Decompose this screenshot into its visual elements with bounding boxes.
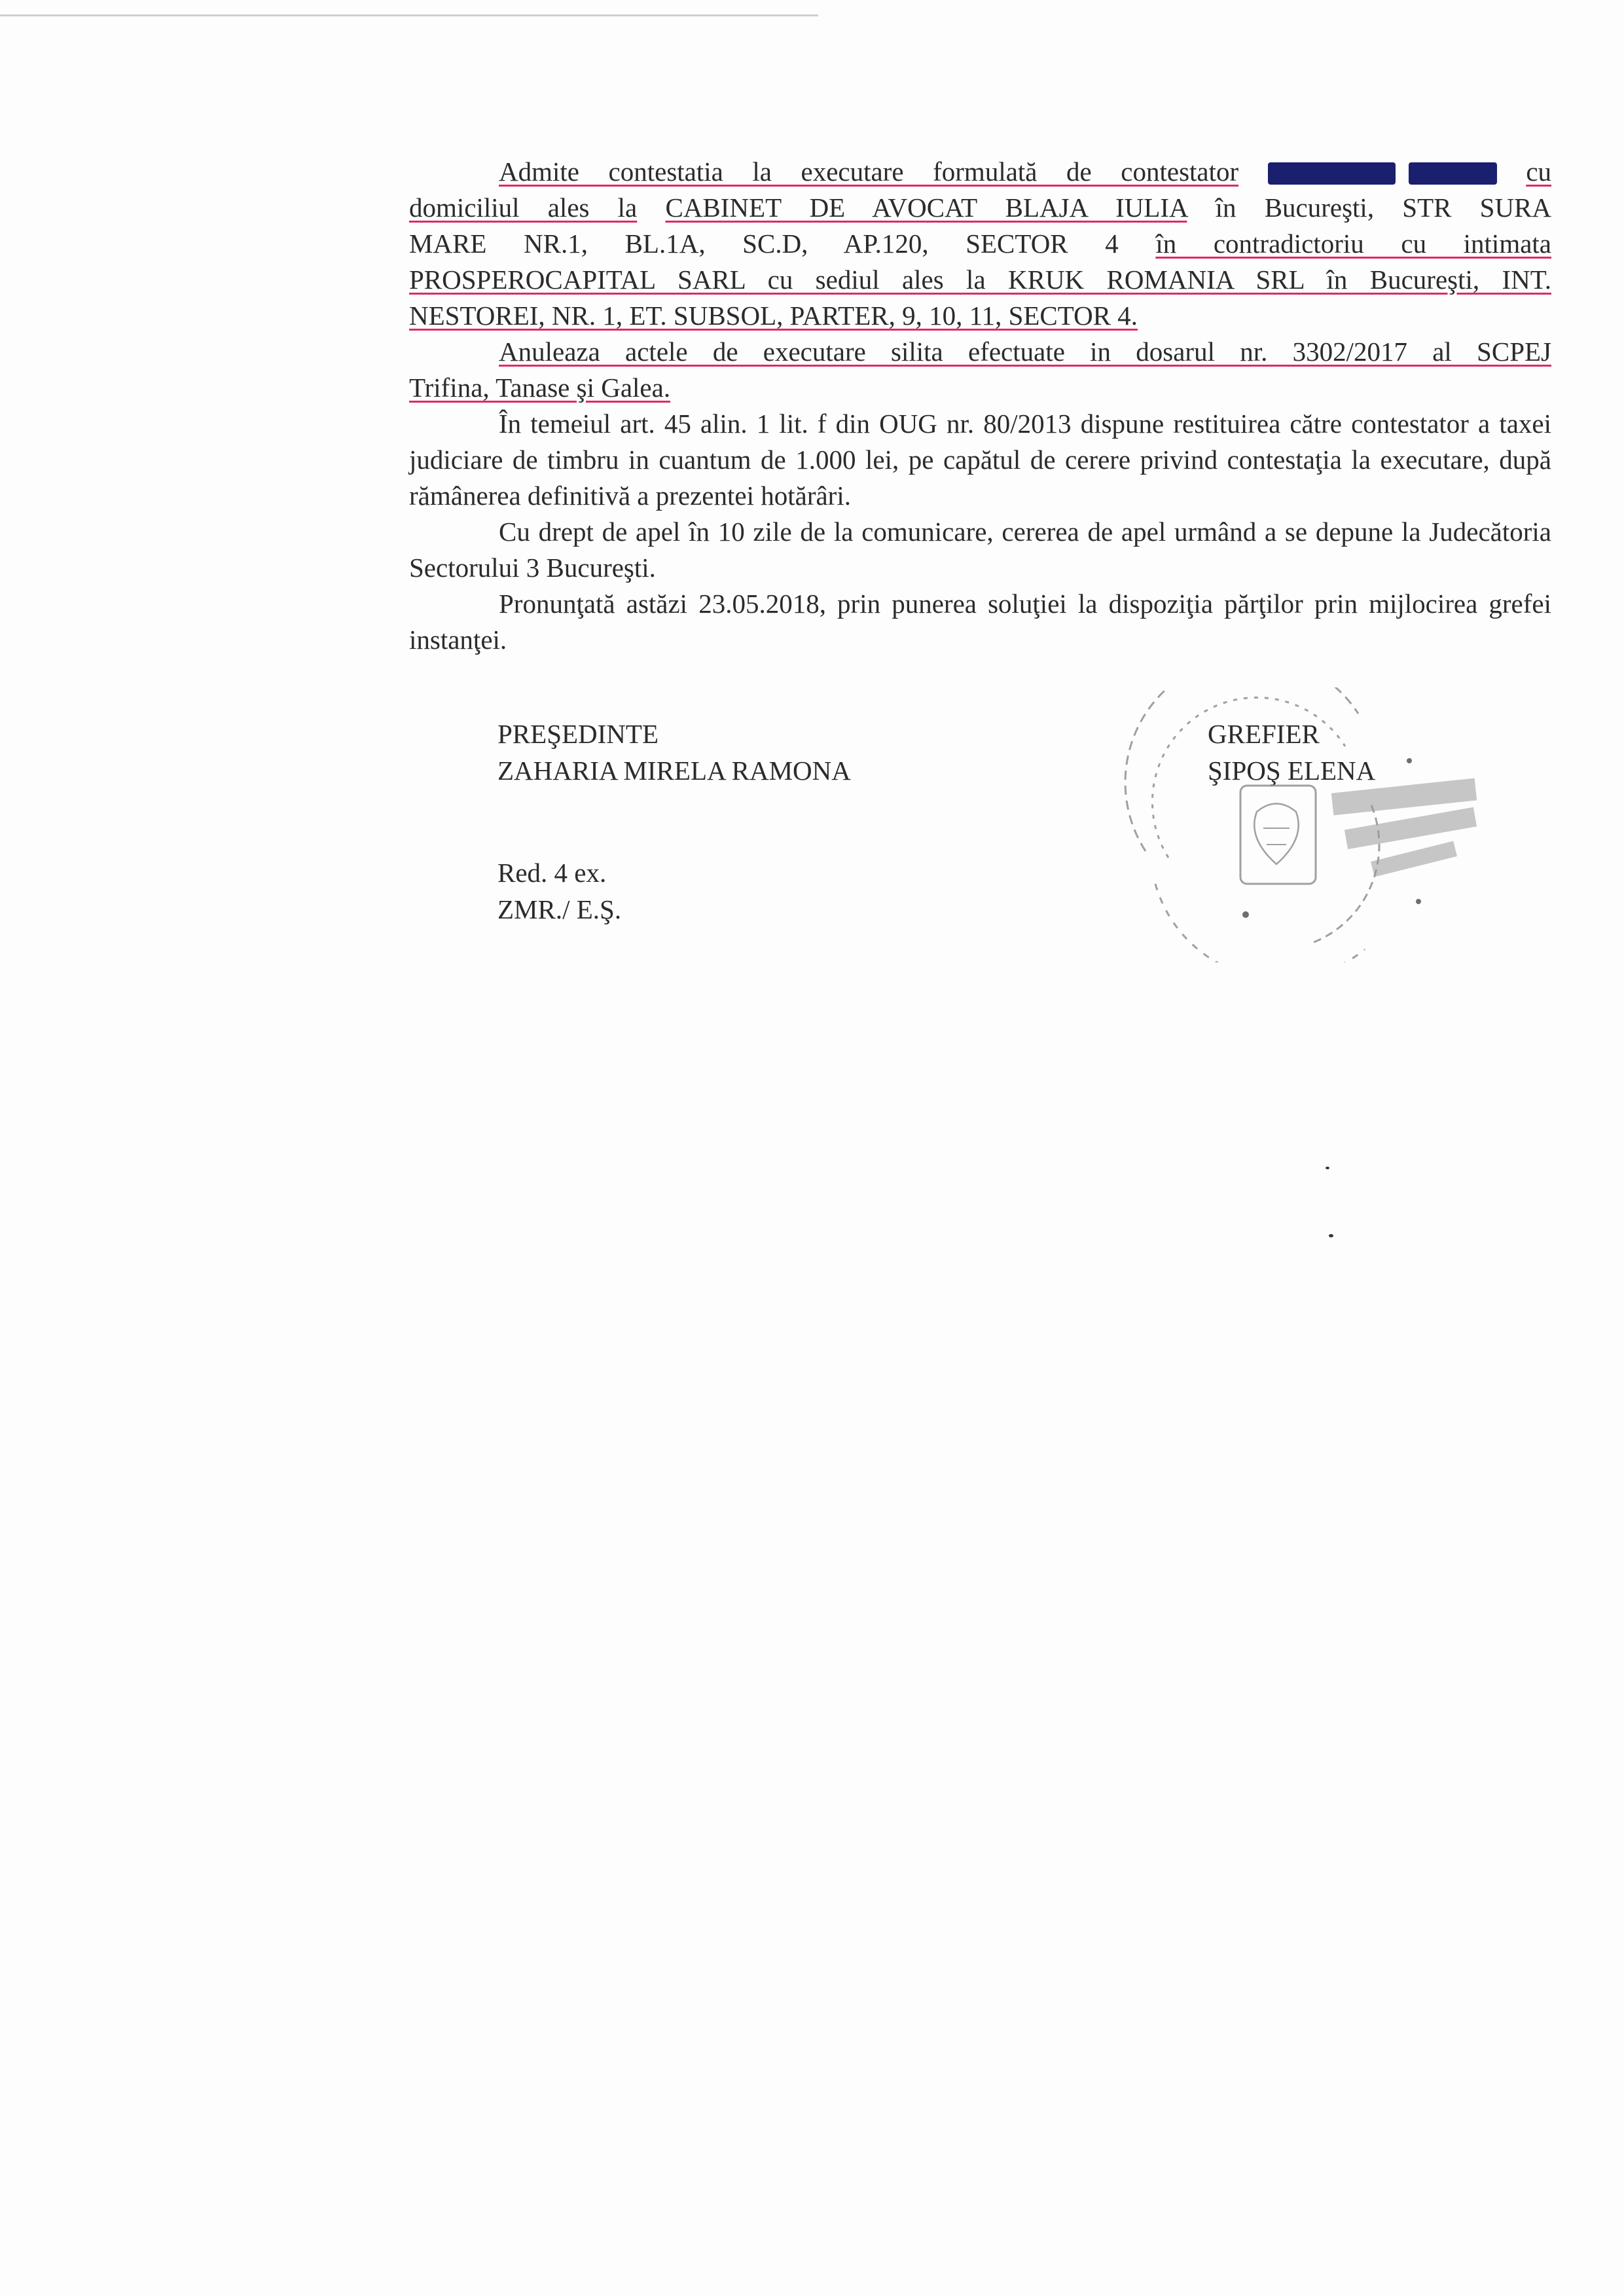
p1-line-2 — [409, 190, 1551, 226]
p1-line-5 — [409, 298, 1551, 334]
clerk-title: GREFIER — [1208, 719, 1320, 749]
p1-text-cabinet: CABINET DE AVOCAT BLAJA IULIA — [665, 192, 1187, 223]
paragraph-temeiul: În temeiul art. 45 alin. 1 lit. f din OUG nr. 80/2013 dispune restituirea către contestator a taxei judiciare de timbru in cuantum de 1.000 lei, pe capătul de cerere privind contestaţia la executare, după rămânerea definitivă a prezentei hotărâri. — [409, 409, 1551, 511]
paragraph-admite — [409, 154, 1551, 334]
scan-top-edge — [0, 14, 818, 16]
president-title: PREŞEDINTE — [497, 719, 659, 749]
copies-note: Red. 4 ex. — [497, 858, 607, 888]
redaction-block-2 — [1409, 162, 1497, 185]
scan-speck-1 — [1326, 1167, 1329, 1169]
ruling-body — [409, 154, 1551, 658]
paragraph-apel: Cu drept de apel în 10 zile de la comunicare, cererea de apel urmând a se depune la Judecătoria Sectorului 3 Bucureşti. — [409, 517, 1551, 583]
p1-text-intimata: PROSPEROCAPITAL SARL cu sediul ales la KRUK ROMANIA SRL în Bucureşti, INT. — [409, 264, 1551, 295]
president-signature — [497, 716, 851, 789]
paragraph-anuleaza — [409, 334, 1551, 406]
initials-note: ZMR./ E.Ş. — [497, 894, 622, 924]
p2-line-1 — [409, 334, 1551, 370]
p1-text-cu: cu — [1526, 156, 1552, 187]
paragraph-pronuntata: Pronunţată astăzi 23.05.2018, prin punerea soluţiei la dispoziţia părţilor prin mijlocirea grefei instanţei. — [409, 589, 1551, 655]
p1-text-address: MARE NR.1, BL.1A, SC.D, AP.120, SECTOR 4 — [409, 228, 1119, 259]
p1-text-bucuresti: în Bucureşti, STR SURA — [1215, 192, 1552, 223]
p1-text-domiciliul: domiciliul ales la — [409, 192, 638, 223]
p1-line-4 — [409, 262, 1551, 298]
court-stamp-icon — [1083, 687, 1502, 962]
p1-line-3 — [409, 226, 1551, 262]
p1-line-1 — [409, 154, 1551, 190]
clerk-name: ŞIPOŞ ELENA — [1208, 756, 1376, 786]
redaction-block-1 — [1268, 162, 1396, 185]
p1-text-admite: Admite contestatia la executare formulată de contestator — [499, 156, 1239, 187]
p2-text-anuleaza: Anuleaza actele de executare silita efectuate in dosarul nr. 3302/2017 al SCPEJ — [499, 337, 1551, 367]
p1-text-nestorei: NESTOREI, NR. 1, ET. SUBSOL, PARTER, 9, 10, 11, SECTOR 4. — [409, 301, 1138, 331]
footer-notes — [497, 854, 621, 928]
scan-speck-2 — [1329, 1234, 1333, 1237]
president-name: ZAHARIA MIRELA RAMONA — [497, 756, 851, 786]
p2-text-trifina: Trifina, Tanase şi Galea. — [409, 373, 671, 403]
p1-text-contradictoriu: în contradictoriu cu intimata — [1155, 228, 1552, 259]
p2-line-2 — [409, 370, 1551, 406]
